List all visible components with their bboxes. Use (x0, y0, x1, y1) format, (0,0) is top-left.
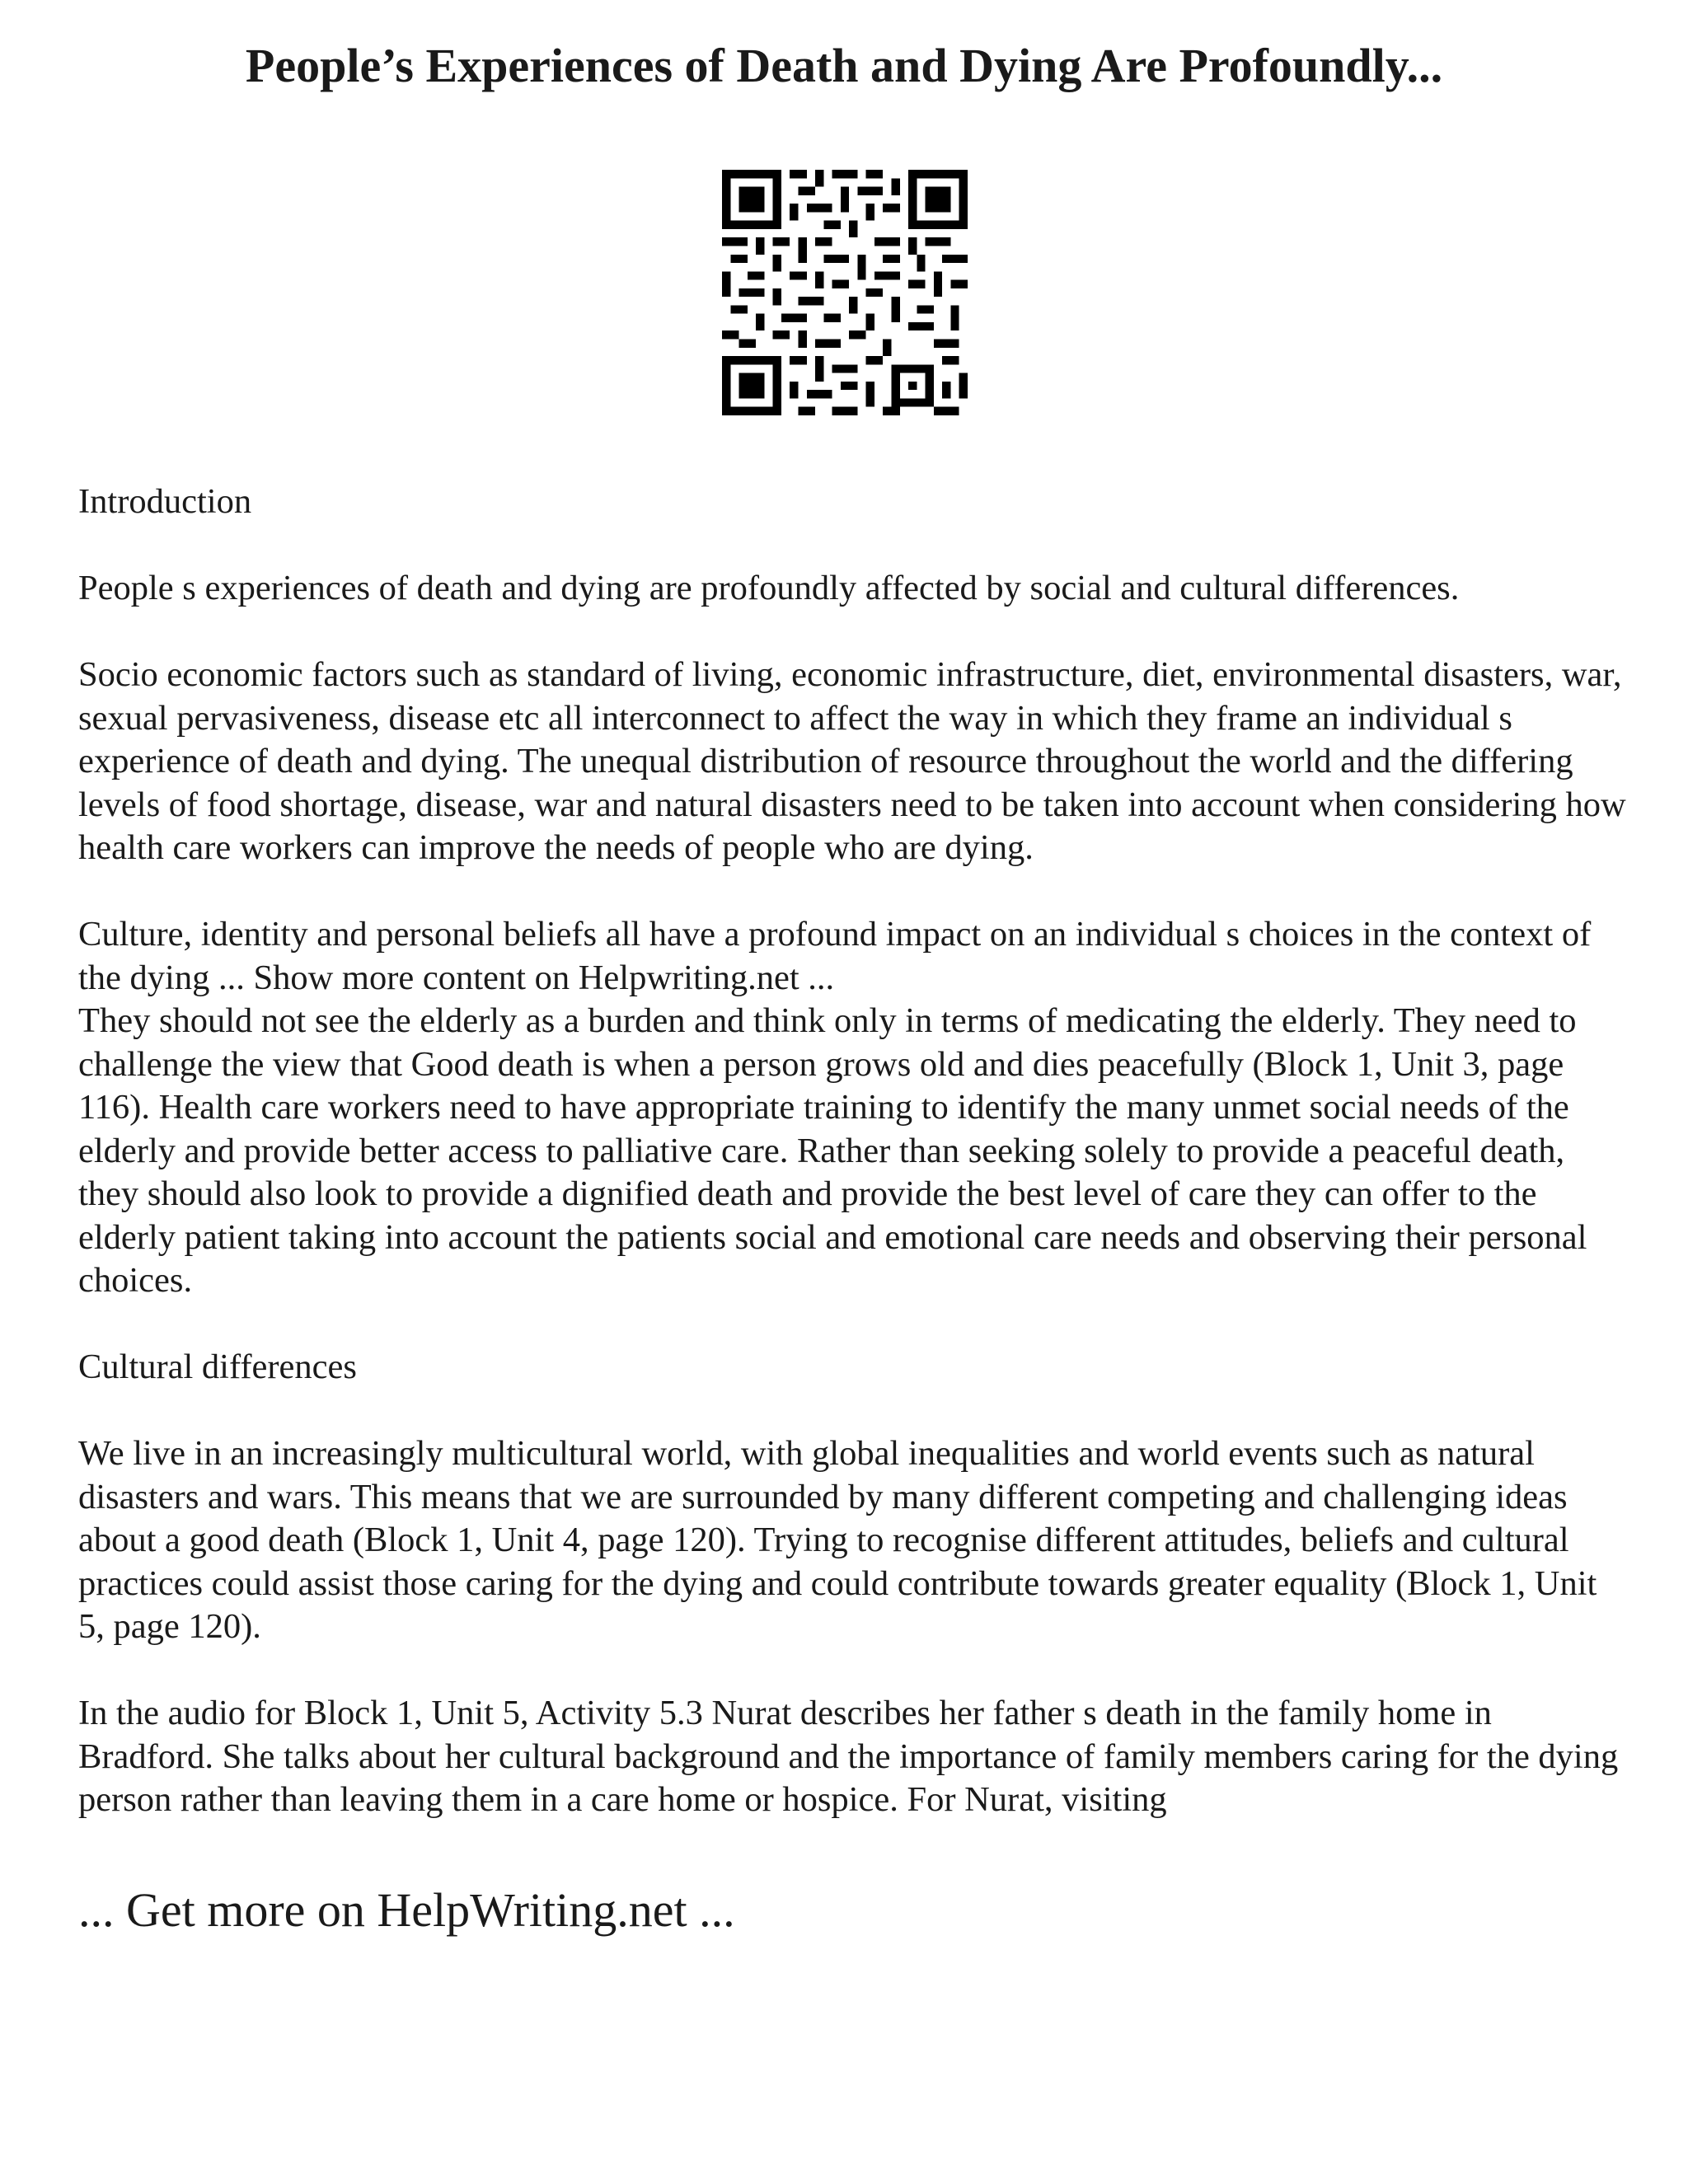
get-more-link[interactable]: ... Get more on HelpWriting.net ... (78, 1883, 735, 1937)
paragraph: They should not see the elderly as a burden and think only in terms of medicating the elderly. They need to challenge the view that Good death is when a person grows old and dies peacefully (Block 1, Unit 3, page 116). Health care workers need to have appropriate training to identify the many unmet social needs of the elderly and provide better access to palliative care. Rather than seeking solely to provide a peaceful death, they should also look to provide a dignified death and provide the best level of care they can offer to the elderly patient taking into account the patients social and emotional care needs and observing their personal choices. (78, 1001, 1587, 1300)
paragraph: In the audio for Block 1, Unit 5, Activity 5.3 Nurat describes her father s death in the family home in Bradford. She talks about her cultural background and the importance of family members caring for the dying person rather than leaving them in a care home or hospice. For Nurat, visiting (78, 1694, 1619, 1819)
qr-code-icon (722, 170, 968, 415)
section-heading-introduction: Introduction (78, 482, 252, 521)
paragraph: Socio economic factors such as standard of living, economic infrastructure, diet, environmental disasters, war, sexual pervasiveness, disease etc all interconnect to affect the way in which they frame an individual s experience of death and dying. The unequal distribution of resource throughout the world and the differing levels of food shortage, disease, war and natural disasters need to be taken into account when considering how health care workers can improve the needs of people who are dying. (78, 655, 1626, 867)
article-body (78, 480, 1628, 1822)
section-heading-cultural-differences: Cultural differences (78, 1347, 357, 1386)
paragraph-show-more: Culture, identity and personal beliefs all have a profound impact on an individual s choices in the context of the dying ... Show more content on Helpwriting.net ... (78, 915, 1592, 997)
page-title: People’s Experiences of Death and Dying Are Profoundly... (245, 39, 1443, 92)
paragraph: We live in an increasingly multicultural world, with global inequalities and world events such as natural disasters and wars. This means that we are surrounded by many different competing and challenging ideas about a good death (Block 1, Unit 4, page 120). Trying to recognise different attitudes, beliefs and cultural practices could assist those caring for the dying and could contribute towards greater equality (Block 1, Unit 5, page 120). (78, 1434, 1597, 1646)
paragraph: People s experiences of death and dying are profoundly affected by social and cultural differences. (78, 569, 1460, 607)
